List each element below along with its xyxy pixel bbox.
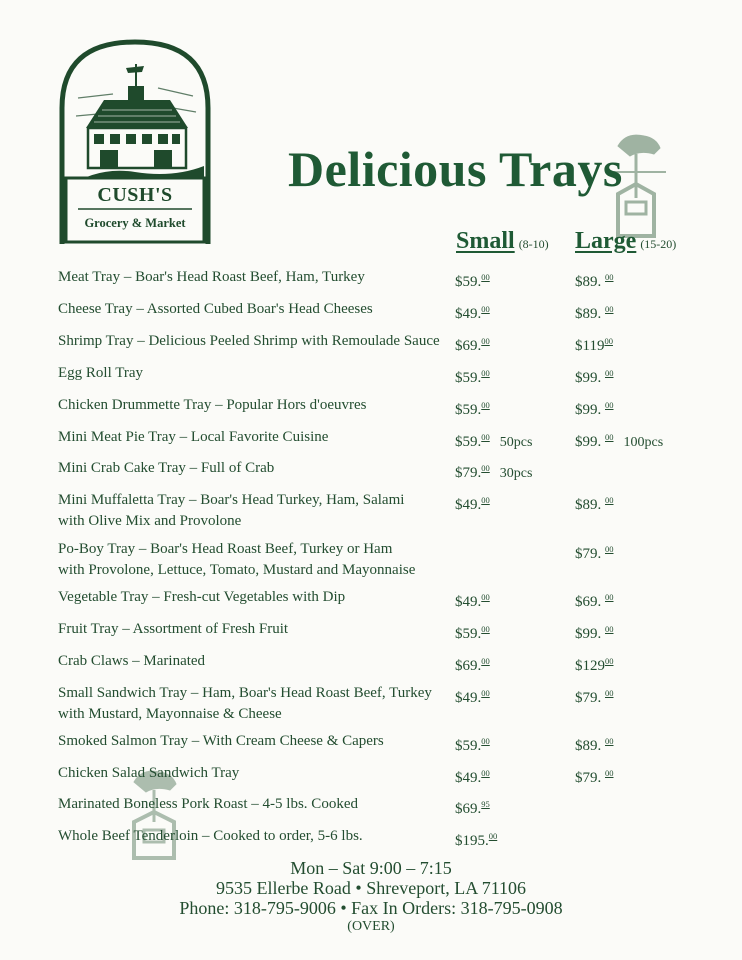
price-dollars: $129 <box>575 658 605 674</box>
price-dollars: $99. <box>575 434 605 450</box>
menu-item-description: Mini Muffaletta Tray – Boar's Head Turkey, Ham, Salami <box>58 492 405 508</box>
menu-item-description: Small Sandwich Tray – Ham, Boar's Head Roast Beef, Turkey <box>58 685 432 701</box>
store-hours: Mon – Sat 9:00 – 7:15 <box>290 858 452 878</box>
price-dollars: $49. <box>455 594 482 610</box>
price-large <box>575 490 614 516</box>
menu-item-description: Cheese Tray – Assorted Cubed Boar's Head Cheeses <box>58 301 373 317</box>
price-cents: 00 <box>605 544 614 554</box>
menu-item <box>58 490 450 532</box>
price-cents: 00 <box>481 304 490 314</box>
price-large <box>575 619 614 645</box>
column-label: Large <box>575 228 637 254</box>
piece-count: 100pcs <box>623 435 664 450</box>
piece-count: 50pcs <box>499 435 533 450</box>
store-phone: Phone: 318-795-9006 • Fax In Orders: 318-795-0908 <box>179 898 563 918</box>
menu-item-description: Fruit Tray – Assortment of Fresh Fruit <box>58 621 289 637</box>
price-cents: 00 <box>481 736 490 746</box>
price-dollars: $59. <box>455 626 482 642</box>
menu-item-description: Whole Beef Tenderloin – Cooked to order, 5-6 lbs. <box>58 828 363 844</box>
price-cents: 00 <box>481 272 490 282</box>
price-small <box>455 299 490 325</box>
menu-item <box>58 299 450 320</box>
menu-item-description: Smoked Salmon Tray – With Cream Cheese & Capers <box>58 733 384 749</box>
price-dollars: $69. <box>455 658 482 674</box>
menu-item-description: with Provolone, Lettuce, Tomato, Mustard and Mayonnaise <box>58 562 416 578</box>
price-cents: 00 <box>605 656 614 666</box>
price-dollars: $59. <box>455 738 482 754</box>
price-cents: 00 <box>481 463 490 473</box>
price-dollars: $49. <box>455 306 482 322</box>
price-cents: 00 <box>481 768 490 778</box>
price-small <box>455 619 490 645</box>
price-dollars: $49. <box>455 690 482 706</box>
price-dollars: $99. <box>575 370 605 386</box>
price-dollars: $79. <box>575 770 605 786</box>
price-cents: 00 <box>481 624 490 634</box>
menu-item <box>58 267 450 288</box>
menu-item-description: Chicken Drummette Tray – Popular Hors d'oeuvres <box>58 397 367 413</box>
price-large <box>575 395 614 421</box>
over-note: (OVER) <box>347 919 395 934</box>
store-address: 9535 Ellerbe Road • Shreveport, LA 71106 <box>215 878 527 898</box>
price-small <box>455 427 532 453</box>
column-header-large <box>575 228 676 255</box>
menu-item-description: Crab Claws – Marinated <box>58 653 206 669</box>
menu-item <box>58 651 450 672</box>
price-cents: 00 <box>481 592 490 602</box>
menu-item-description: Shrimp Tray – Delicious Peeled Shrimp with Remoulade Sauce <box>58 333 440 349</box>
column-label: Small <box>456 228 515 254</box>
price-large <box>575 651 614 677</box>
menu-item <box>58 458 450 479</box>
column-header-small <box>456 228 549 255</box>
price-dollars: $79. <box>455 465 482 481</box>
price-dollars: $99. <box>575 626 605 642</box>
price-cents: 00 <box>481 336 490 346</box>
store-logo <box>58 38 212 244</box>
price-dollars: $99. <box>575 402 605 418</box>
price-dollars: $119 <box>575 338 605 354</box>
price-small <box>455 763 490 789</box>
price-large <box>575 299 614 325</box>
price-cents: 95 <box>481 799 490 809</box>
price-small <box>455 395 490 421</box>
menu-item <box>58 587 450 608</box>
menu-item-description: Chicken Salad Sandwich Tray <box>58 765 240 781</box>
menu-item <box>58 826 450 847</box>
price-cents: 00 <box>605 400 614 410</box>
price-dollars: $79. <box>575 546 605 562</box>
price-dollars: $89. <box>575 306 605 322</box>
price-cents: 00 <box>605 304 614 314</box>
price-cents: 00 <box>481 368 490 378</box>
menu-item-description: Meat Tray – Boar's Head Roast Beef, Ham, Turkey <box>58 269 365 285</box>
menu-item <box>58 731 450 752</box>
price-cents: 00 <box>605 368 614 378</box>
price-dollars: $49. <box>455 770 482 786</box>
piece-count: 30pcs <box>499 466 533 481</box>
price-dollars: $195. <box>455 833 489 849</box>
price-dollars: $49. <box>455 497 482 513</box>
price-dollars: $89. <box>575 738 605 754</box>
price-small <box>455 363 490 389</box>
price-cents: 00 <box>605 495 614 505</box>
menu-item <box>58 683 450 725</box>
price-cents: 00 <box>605 592 614 602</box>
price-small <box>455 490 490 516</box>
price-small <box>455 587 490 613</box>
price-cents: 00 <box>481 400 490 410</box>
column-range: (8-10) <box>518 237 549 251</box>
price-cents: 00 <box>488 831 498 841</box>
menu-item-description: Vegetable Tray – Fresh-cut Vegetables with Dip <box>58 589 346 605</box>
price-cents: 00 <box>481 688 490 698</box>
menu-item <box>58 395 450 416</box>
menu-item-description: Po-Boy Tray – Boar's Head Roast Beef, Turkey or Ham <box>58 541 393 557</box>
price-large <box>575 539 614 565</box>
price-dollars: $69. <box>575 594 605 610</box>
price-cents: 00 <box>605 736 614 746</box>
price-cents: 00 <box>605 688 614 698</box>
menu-item <box>58 363 450 384</box>
price-small <box>455 794 490 820</box>
price-cents: 00 <box>605 272 614 282</box>
price-dollars: $59. <box>455 402 482 418</box>
price-dollars: $89. <box>575 274 605 290</box>
price-cents: 00 <box>481 432 490 442</box>
price-small <box>455 683 490 709</box>
price-small <box>455 731 490 757</box>
menu-item <box>58 539 450 581</box>
price-cents: 00 <box>605 768 614 778</box>
price-dollars: $79. <box>575 690 605 706</box>
price-cents: 00 <box>605 432 614 442</box>
store-name: CUSH'S <box>97 184 173 206</box>
menu-item <box>58 427 450 448</box>
menu-item <box>58 619 450 640</box>
barn-logo-icon <box>58 38 212 244</box>
price-cents: 00 <box>481 495 490 505</box>
price-small <box>455 458 532 484</box>
menu-item-description: Mini Crab Cake Tray – Full of Crab <box>58 460 275 476</box>
price-large <box>575 683 614 709</box>
menu-item <box>58 794 450 815</box>
price-small <box>455 826 497 852</box>
menu-item-description: Mini Meat Pie Tray – Local Favorite Cuisine <box>58 429 329 445</box>
price-dollars: $59. <box>455 370 482 386</box>
page-title: Delicious Trays <box>288 141 623 197</box>
price-large <box>575 267 614 293</box>
price-large <box>575 427 663 453</box>
price-large <box>575 587 614 613</box>
price-cents: 00 <box>604 336 613 346</box>
menu-item-description: with Olive Mix and Provolone <box>58 513 242 529</box>
column-range: (15-20) <box>640 237 677 251</box>
price-large <box>575 731 614 757</box>
price-dollars: $69. <box>455 338 482 354</box>
menu-item-description: with Mustard, Mayonnaise & Cheese <box>58 706 282 722</box>
menu-item-description: Marinated Boneless Pork Roast – 4-5 lbs. Cooked <box>58 796 358 812</box>
store-subtitle: Grocery & Market <box>84 216 186 230</box>
price-large <box>575 331 613 357</box>
price-large <box>575 763 614 789</box>
price-cents: 00 <box>481 656 490 666</box>
price-dollars: $59. <box>455 434 482 450</box>
price-cents: 00 <box>605 624 614 634</box>
price-small <box>455 331 490 357</box>
price-large <box>575 363 614 389</box>
price-small <box>455 651 490 677</box>
price-dollars: $59. <box>455 274 482 290</box>
menu-item <box>58 331 450 352</box>
menu-item-description: Egg Roll Tray <box>58 365 144 381</box>
menu-item <box>58 763 450 784</box>
price-dollars: $89. <box>575 497 605 513</box>
price-dollars: $69. <box>455 801 482 817</box>
price-small <box>455 267 490 293</box>
